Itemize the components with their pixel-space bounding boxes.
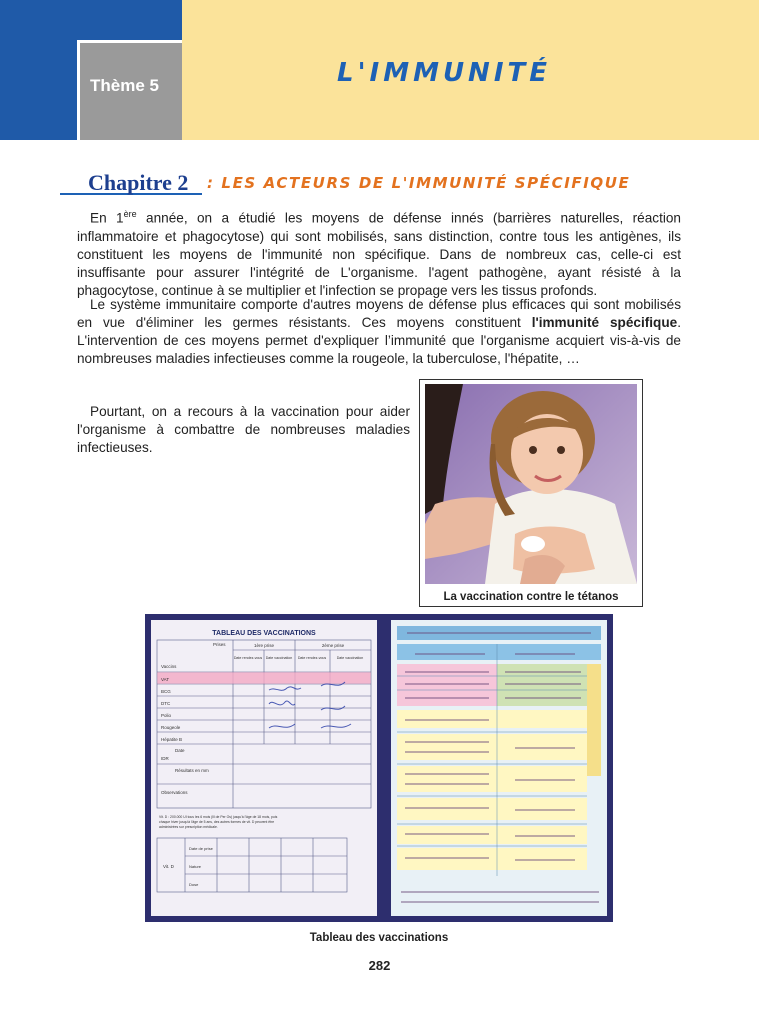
keyword-specific-immunity: l'immunité spécifique [531,315,678,330]
page-number: 282 [368,958,391,973]
chapter-number: Chapitre 2 [88,170,189,195]
sub-header-3: Date rendez-vous [297,656,327,660]
theme-label: Thème 5 [90,76,159,95]
paragraph-3: Pourtant, on a recours à la vaccination pour aider l'organisme à combattre de nombreuses maladies infectieuses. [77,404,410,455]
vitd-row-nature: Nature [189,864,202,869]
vaccine-dtc: DTC [161,701,171,706]
vaccination-photo [425,384,637,584]
col-header-prises: Prises [213,642,226,647]
booklet-caption: Tableau des vaccinations [309,932,449,944]
vaccination-booklet [145,614,613,922]
vitd-footnote: Vit. D : 200.000 UI tous les 6 mois (Ill de Per Os) jusqu'à l'âge de 18 mois, puis chaque hiver jusqu'à l'âge de 5 ans, des autres formes de vit. D peuvent être administrées sur prescription médicale. [159,815,278,829]
paragraph-2: Le système immunitaire comporte d'autres moyens de défense plus efficaces qui sont mobilisés en vue d'éliminer les germes résistants. Ces moyens constituent l'immunité spécifique. L'intervention de ces moyens permet d'expliquer l’immunité que l'organisme acquiert vis-à-vis de nombreuses maladies infectieuses comme la rougeole, la tuberculose, l'hépatite, … [77,297,681,366]
photo-caption: La vaccination contre le tétanos [443,591,619,603]
vaccine-rougeole: Rougeole [161,725,181,730]
vitd-row-dose: Dose [189,882,199,887]
vaccines-label: Vaccins [161,664,177,669]
sub-header-2: Date vaccination [265,656,293,660]
booklet-title: TABLEAU DES VACCINATIONS [212,630,316,637]
chapter-title: : LES ACTEURS DE L'IMMUNITÉ SPÉCIFIQUE [207,174,631,192]
col-header-first: 1ère prise [253,643,275,648]
paragraph-1: En 1ère année, on a étudié les moyens de défense innés (barrières naturelles, réaction inflammatoire et phagocytose) qui sont mobilisés, sans distinction, contre tous les antigènes, ils constituent les moyens de l'immunité non spécifique. Dans de nombreux cas, celle-ci est insuffisante pour assurer l'intégrité de L'organisme. l'agent pathogène, ayant résisté à la phagocytose, continue à se multiplier et l'infection se propage vers les tissus profonds. [77,209,681,298]
row-date: Date [175,748,185,753]
row-results: Résultats en mm [175,768,209,773]
vitd-row-date: Date de prise [189,846,213,851]
row-idr: IDR [161,756,169,761]
vaccine-polio: Polio [161,713,172,718]
vaccine-bcg: BCG [161,689,171,694]
vaccine-vat: VAT [161,677,170,682]
vitd-label: Vit. D [163,864,174,869]
row-observations: Observations [161,790,188,795]
sub-header-1: Date rendez-vous [233,656,263,660]
theme-title: L'IMMUNITÉ [337,58,551,88]
sub-header-4: Date vaccination [336,656,364,660]
col-header-second: 2ème prise [321,643,345,648]
vaccine-hepatite: Hépatite B [161,737,183,742]
